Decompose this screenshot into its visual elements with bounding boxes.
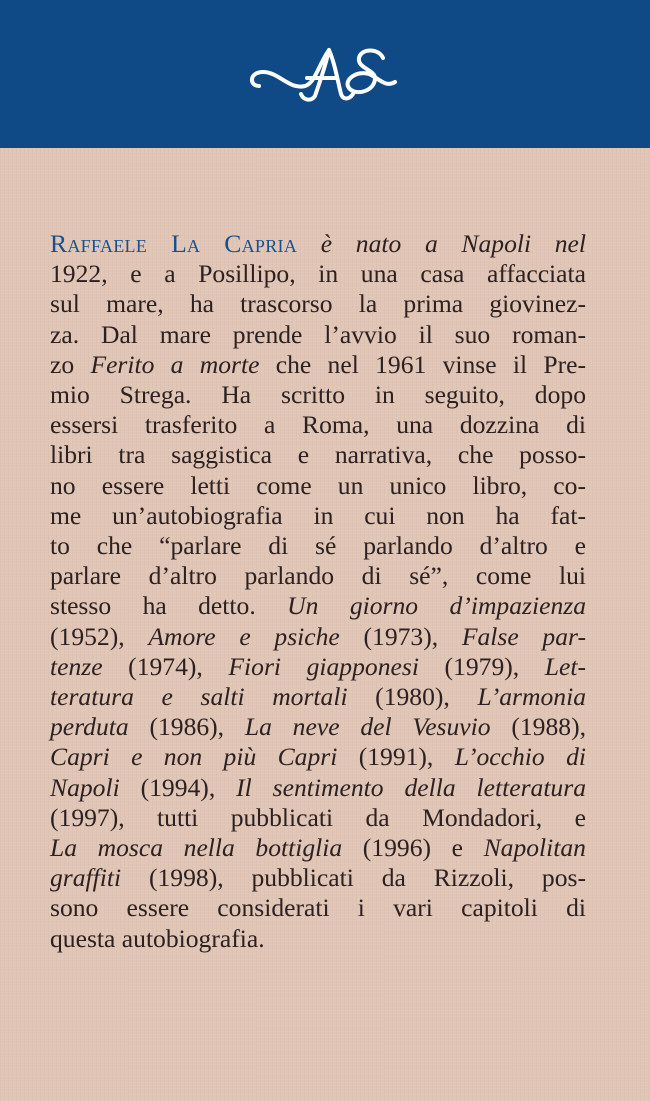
biography-text: (1994), [119,772,237,802]
biography-text: sul mare, ha trascorso la prima giovinez- [50,289,586,319]
book-title: Un giorno d’impazienza [287,591,587,621]
biography-line [50,833,586,863]
biography-line [50,501,586,531]
biography-text: zo [50,349,91,379]
book-title: La neve del Vesuvio [244,712,491,742]
book-title: Ferito a morte [90,349,260,379]
biography-line [50,773,586,803]
biography-text: (1980), [347,682,478,712]
biography-line [50,440,586,470]
biography-text: za. Dal mare prende l’avvio il suo roman- [50,319,586,349]
author-biography [50,229,586,954]
biography-line [50,229,586,259]
biography-line [50,893,586,923]
biography-text: stesso ha detto. [50,591,288,621]
biography-line [50,259,586,289]
book-title: graffiti [50,863,122,893]
biography-text: questa autobiografia. [50,923,265,953]
biography-text: (1996) e [342,833,484,863]
biography-text: (1986), [128,712,245,742]
book-title: perduta [50,712,129,742]
biography-line [50,591,586,621]
biography-text: (1952), [50,621,149,651]
book-title: L’armonia [477,682,586,712]
book-title: teratura e salti mortali [50,682,348,712]
publisher-band [0,0,650,148]
biography-line [50,471,586,501]
biography-text: che nel 1961 vinse il Pre- [259,349,587,379]
biography-text: 1922, e a Posillipo, in una casa affacciata [50,259,586,289]
biography-text: (1973), [339,621,462,651]
book-title: tenze [50,651,103,681]
biography-text: me un’autobiografia in cui non ha fat- [50,500,586,530]
biography-text: sono essere considerati i vari capitoli di [50,893,586,923]
author-name: Raffaele La Capria [50,229,298,258]
book-title: Fiori giapponesi [228,651,419,681]
book-title: False par- [461,621,586,651]
biography-line [50,410,586,440]
biography-line [50,320,586,350]
book-title: Let- [544,651,586,681]
biography-text: (1998), pubblicati da Rizzoli, pos- [121,863,586,893]
biography-text: no essere letti come un unico libro, co- [50,470,586,500]
book-title: Napoli [50,772,120,802]
biography-line [50,652,586,682]
book-title: La mosca nella bottiglia [50,833,343,863]
biography-line [50,803,586,833]
biography-line [50,682,586,712]
book-title: Amore e psiche [148,621,340,651]
book-title: Il sentimento della letteratura [236,772,586,802]
biography-text: (1991), [337,742,455,772]
book-title: L’occhio di [454,742,586,772]
book-title: è nato a Napoli nel [297,229,586,258]
biography-line [50,531,586,561]
biography-text: (1974), [102,651,229,681]
biography-text: (1988), [490,712,586,742]
biography-text: to che “parlare di sé parlando d’altro e [50,531,586,561]
biography-text: (1997), tutti pubblicati da Mondadori, e [50,802,586,832]
biography-line [50,289,586,319]
biography-line [50,380,586,410]
book-title: Capri e non più Capri [50,742,338,772]
biography-text: libri tra saggistica e narrativa, che posso- [50,440,586,470]
biography-line [50,712,586,742]
biography-text: (1979), [418,651,545,681]
biography-text: parlare d’altro parlando di sé”, come lui [50,561,586,591]
biography-text: essersi trasferito a Roma, una dozzina di [50,410,586,440]
publisher-logo-icon [245,42,405,104]
biography-text: mio Strega. Ha scritto in seguito, dopo [50,380,586,410]
biography-line [50,924,586,954]
biography-line [50,742,586,772]
biography-line [50,863,586,893]
biography-line [50,561,586,591]
biography-line [50,350,586,380]
book-title: Napolitan [483,833,586,863]
biography-line [50,622,586,652]
